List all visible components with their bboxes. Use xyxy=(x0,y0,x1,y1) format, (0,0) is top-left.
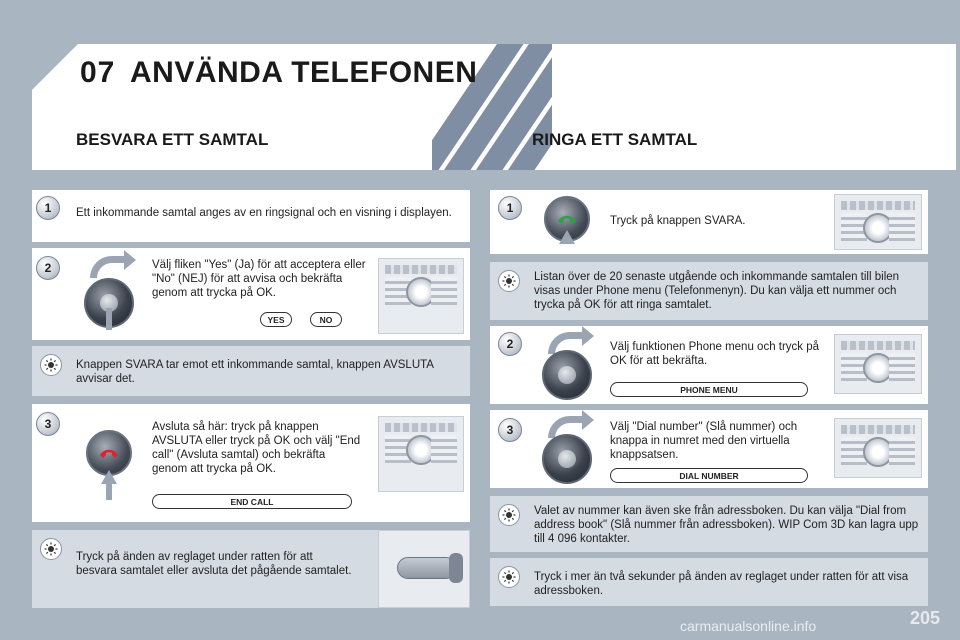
right-tip2-text: Valet av nummer kan även ske från adressboken. Du kan välja "Dial from address book" (Slå nummer från adressboken). WIP Com 3D kan lagra upp till 4 096 kontakter. xyxy=(534,505,919,545)
step-number-badge: 2 xyxy=(498,332,522,356)
yes-button[interactable]: YES xyxy=(260,312,292,327)
right-step3-text: Välj "Dial number" (Slå nummer) och knappa in numret med den virtuella knappsatsen. xyxy=(610,421,798,461)
left-section-title: BESVARA ETT SAMTAL xyxy=(76,130,269,149)
radio-panel-illustration xyxy=(378,416,464,492)
step-number-badge: 1 xyxy=(498,196,522,220)
left-step2-card xyxy=(32,248,470,340)
left-step3-card xyxy=(32,404,470,522)
left-step2-text: Välj fliken "Yes" (Ja) för att acceptera eller "No" (NEJ) för att avvisa och bekräfta genom att trycka på OK. xyxy=(152,259,366,299)
right-tip2-card xyxy=(490,496,928,552)
rotate-arrow-head-icon xyxy=(582,326,594,346)
left-tip1-text: Knappen SVARA tar emot ett inkommande samtal, knappen AVSLUTA avvisar det. xyxy=(76,359,434,385)
lightbulb-icon xyxy=(40,354,62,376)
no-button[interactable]: NO xyxy=(310,312,342,327)
rotate-arrow-icon xyxy=(90,256,126,278)
right-step2-text: Välj funktionen Phone menu och tryck på OK för att bekräfta. xyxy=(610,341,820,367)
radio-panel-illustration xyxy=(834,194,922,250)
right-tip3-text: Tryck i mer än två sekunder på änden av reglaget under ratten för att visa adressboken. xyxy=(534,571,909,597)
rotary-knob-icon xyxy=(542,350,592,400)
right-step1-text: Tryck på knappen SVARA. xyxy=(610,215,746,227)
rotate-arrow-head-icon xyxy=(582,410,594,430)
left-step3-text: Avsluta så här: tryck på knappen AVSLUTA eller tryck på OK och välj "End call" (Avsluta samtal) och bekräfta genom att trycka på OK. xyxy=(152,421,361,475)
left-tip1-card xyxy=(32,346,470,396)
radio-panel-illustration xyxy=(378,258,464,334)
lightbulb-icon xyxy=(40,538,62,560)
rotary-knob-icon xyxy=(542,434,592,484)
header-notch xyxy=(32,44,78,90)
left-tip2-text: Tryck på änden av reglaget under ratten för att besvara samtalet eller avsluta det pågående samtalet. xyxy=(76,551,352,577)
step-number-badge: 2 xyxy=(36,256,60,280)
watermark: carmanualsonline.info xyxy=(680,618,817,634)
radio-panel-illustration xyxy=(834,334,922,394)
page-number: 205 xyxy=(909,608,940,628)
right-step3-card xyxy=(490,410,928,488)
right-step1-card xyxy=(490,190,928,254)
right-step2-card xyxy=(490,326,928,404)
left-step1-text: Ett inkommande samtal anges av en ringsignal och en visning i displayen. xyxy=(76,207,452,219)
left-step1-card xyxy=(32,190,470,242)
right-tip1-card xyxy=(490,262,928,320)
steering-stalk-illustration xyxy=(378,530,470,608)
chapter-title: ANVÄNDA TELEFONEN xyxy=(130,56,478,89)
lightbulb-icon xyxy=(498,270,520,292)
lightbulb-icon xyxy=(498,504,520,526)
right-section-title: RINGA ETT SAMTAL xyxy=(532,130,698,149)
step-number-badge: 3 xyxy=(498,418,522,442)
radio-panel-illustration xyxy=(834,418,922,478)
right-tip1-text: Listan över de 20 senaste utgående och inkommande samtalen till bilen visas under Phone menu (Telefonmenyn). Du kan välja ett nummer och trycka på OK för att ringa samtalet. xyxy=(534,271,900,311)
end-call-button[interactable]: END CALL xyxy=(152,494,352,509)
lightbulb-icon xyxy=(498,566,520,588)
phone-menu-button[interactable]: PHONE MENU xyxy=(610,382,808,397)
step-number-badge: 3 xyxy=(36,412,60,436)
left-tip2-card xyxy=(32,530,470,608)
rotate-arrow-head-icon xyxy=(124,250,136,270)
right-tip3-card xyxy=(490,558,928,606)
dial-number-button[interactable]: DIAL NUMBER xyxy=(610,468,808,483)
step-number-badge: 1 xyxy=(36,196,60,220)
chapter-number: 07 xyxy=(80,56,116,89)
